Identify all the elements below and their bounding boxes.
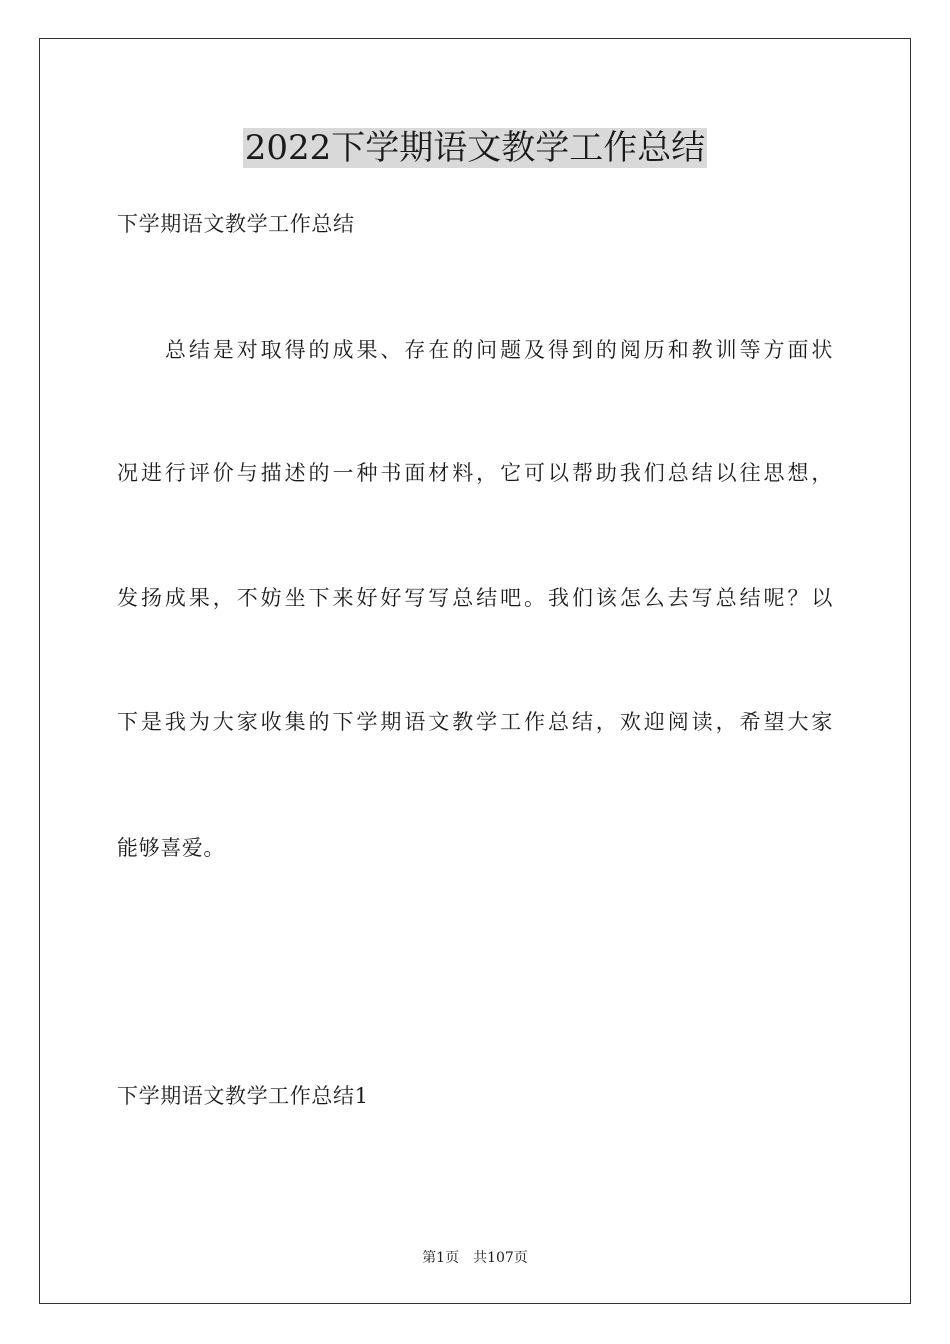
document-subtitle: 下学期语文教学工作总结 [117,212,355,236]
paragraph-line: 发扬成果，不妨坐下来好好写写总结吧。我们该怎么去写总结呢？以 [117,586,833,610]
section-heading: 下学期语文教学工作总结1 [117,1084,369,1108]
paragraph-line: 总结是对取得的成果、存在的问题及得到的阅历和教训等方面状 [117,338,833,362]
document-title-text: 2022下学期语文教学工作总结 [244,128,706,168]
document-title [0,124,950,172]
page-number: 第1页 共107页 [422,1250,528,1266]
paragraph-line: 况进行评价与描述的一种书面材料，它可以帮助我们总结以往思想， [117,461,833,485]
paragraph-line: 下是我为大家收集的下学期语文教学工作总结，欢迎阅读，希望大家 [117,710,833,734]
paragraph-line: 能够喜爱。 [117,836,225,860]
